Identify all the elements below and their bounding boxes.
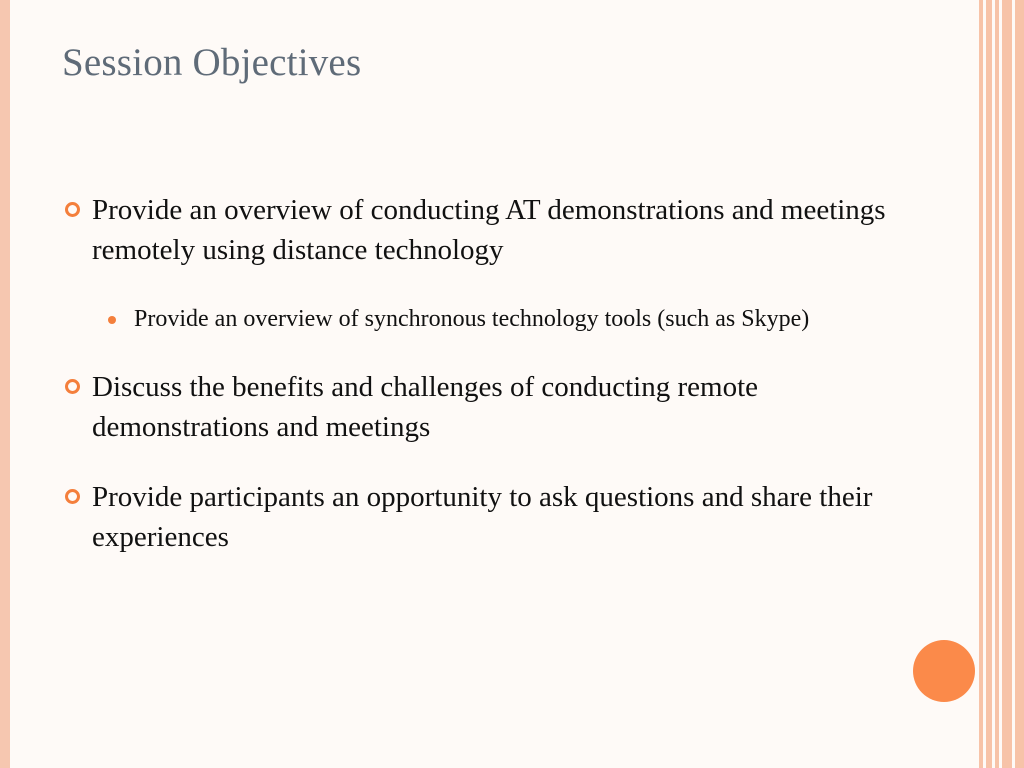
right-stripe-decoration [1015, 0, 1024, 768]
bullet-text: Provide an overview of conducting AT demonstrations and meetings remotely using distance technology [92, 194, 886, 266]
right-stripe-decoration [979, 0, 983, 768]
bullet-text: Provide participants an opportunity to ask questions and share their experiences [92, 481, 873, 553]
decorative-circle [913, 640, 975, 702]
ring-bullet-icon [65, 489, 80, 504]
right-stripe-decoration [995, 0, 999, 768]
bullet-text: Discuss the benefits and challenges of conducting remote demonstrations and meetings [92, 371, 758, 443]
ring-bullet-icon [65, 379, 80, 394]
right-stripe-decoration [1002, 0, 1012, 768]
sub-bullet-text: Provide an overview of synchronous technology tools (such as Skype) [134, 306, 810, 332]
bullet-item [62, 477, 892, 557]
slide-title: Session Objectives [62, 41, 362, 84]
ring-bullet-icon [65, 202, 80, 217]
bullet-list [62, 190, 892, 557]
bullet-item [62, 190, 892, 270]
sub-bullet-item [104, 302, 892, 337]
dot-bullet-icon [108, 316, 116, 324]
right-stripe-decoration [986, 0, 992, 768]
bullet-item [62, 367, 892, 447]
left-border-decoration [0, 0, 10, 768]
